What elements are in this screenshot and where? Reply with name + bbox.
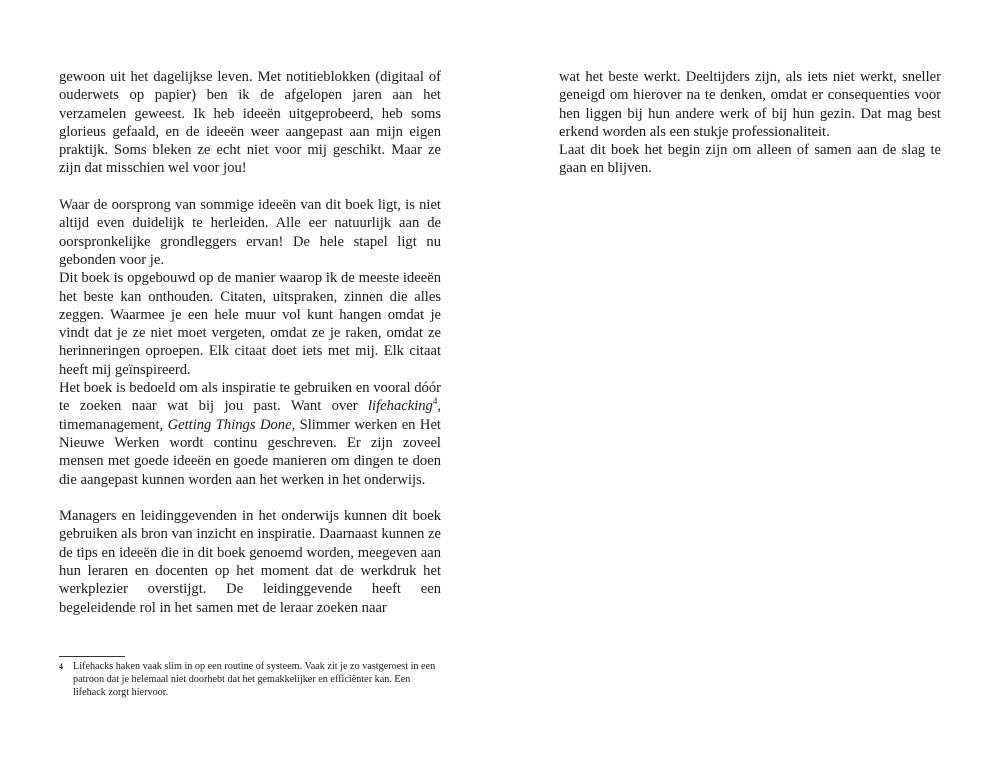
paragraph-structure: Dit boek is opgebouwd op de manier waarop ik de meeste ideeën het beste kan onthouden. Citaten, uitspraken, zinnen die alles zeggen. Waarmee je een hele muur vol kunt hangen omdat je vindt dat je ze niet moet vergeten, omdat ze je raken, omdat ze herinneringen oproepen. Elk citaat doet iets met mij. Elk citaat heeft mij geïnspireerd. [59, 270, 441, 378]
right-column [559, 68, 941, 178]
paragraph-part-timers: wat het beste werkt. Deeltijders zijn, als iets niet werkt, sneller geneigd om hierover na te denken, omdat er consequenties voor hen liggen bij hun andere werk of bij hun gezin. Dat mag best erkend worden als een stukje professionaliteit. [559, 69, 941, 140]
left-column [59, 68, 441, 617]
paragraph-managers: Managers en leidinggevenden in het onderwijs kunnen dit boek gebruiken als bron van inzicht en inspiratie. Daarnaast kunnen ze de tips en ideeën die in dit boek genoemd worden, meegeven aan hun leraren en docenten op het moment dat de werkdruk het werkplezier overstijgt. De leidinggevende heeft een begeleidende rol in het samen met de leraar zoeken naar [59, 508, 441, 616]
paragraph-origin: Waar de oorsprong van sommige ideeën van dit boek ligt, is niet altijd even duidelijk te herleiden. Alle eer natuurlijk aan de oorspronkelijke grondleggers ervan! De hele stapel ligt nu gebonden voor je. [59, 197, 441, 268]
term-getting-things-done: Getting Things Done [167, 416, 292, 433]
footnote-reference[interactable]: 4 [432, 396, 438, 407]
term-lifehacking: lifehacking [368, 398, 433, 415]
footnote-text: Lifehacks haken vaak slim in op een routine of systeem. Vaak zit je zo vastgeroest in een patroon dat je helemaal niet doorhebt dat het gemakkelijker en efficiënter kan. Een lifehack zorgt hiervoor. [73, 661, 436, 698]
paragraph-closing: Laat dit boek het begin zijn om alleen of samen aan de slag te gaan en blijven. [559, 142, 941, 177]
purpose-text-end: , Slimmer werken en Het Nieuwe Werken wordt continu geschreven. Er zijn zoveel mensen met goede ideeën en goede manieren om dingen te doen die aangepast kunnen worden aan het werken in het onderwijs. [59, 416, 441, 488]
paragraph-purpose [59, 379, 441, 489]
footnote-number: 4 [59, 662, 63, 671]
purpose-text-middle: , timemanagement, [59, 398, 441, 433]
footnote [59, 660, 443, 699]
footnote-divider [59, 656, 125, 657]
paragraph-intro: gewoon uit het dagelijkse leven. Met notitieblokken (digitaal of ouderwets op papier) ben ik de afgelopen jaren aan het verzamelen geweest. Ik heb ideeën uitgeprobeerd, heb soms glorieus gefaald, en de ideeën weer aangepast aan mijn eigen praktijk. Soms bleken ze echt niet voor mij geschikt. Maar ze zijn dat misschien wel voor jou! [59, 69, 441, 177]
purpose-text-start: Het boek is bedoeld om als inspiratie te gebruiken en vooral dóór te zoeken naar wat bij jou past. Want over [59, 380, 441, 415]
